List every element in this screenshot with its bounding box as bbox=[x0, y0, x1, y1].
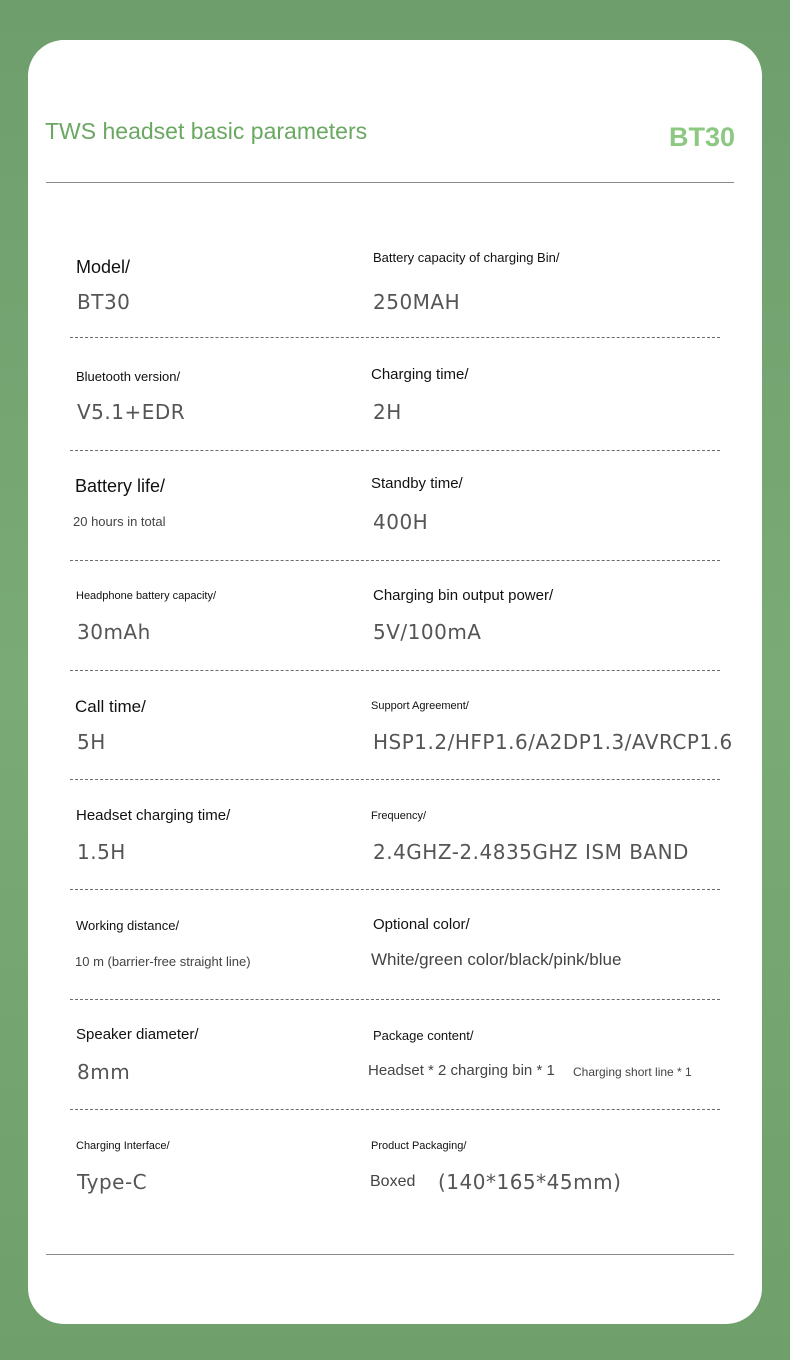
param-value-extra: (140*165*45mm) bbox=[438, 1170, 622, 1194]
bottom-divider bbox=[46, 1254, 734, 1255]
param-optional-color bbox=[373, 916, 470, 934]
param-value: 400H bbox=[373, 510, 429, 534]
param-product-packaging bbox=[371, 1140, 466, 1153]
param-bluetooth-version bbox=[76, 369, 180, 385]
param-label: Package content/ bbox=[373, 1028, 474, 1043]
row-divider bbox=[70, 450, 720, 451]
param-charging-interface bbox=[76, 1140, 170, 1153]
param-model bbox=[76, 257, 130, 279]
top-divider bbox=[46, 182, 734, 183]
param-value: 8mm bbox=[77, 1060, 131, 1084]
param-value-extra: Charging short line * 1 bbox=[573, 1065, 692, 1079]
param-value: 1.5H bbox=[77, 840, 126, 864]
param-label: Optional color/ bbox=[373, 916, 470, 933]
param-label: Battery capacity of charging Bin/ bbox=[373, 250, 560, 265]
param-label: Call time/ bbox=[75, 697, 146, 716]
param-label: Working distance/ bbox=[76, 918, 180, 933]
param-value: 5V/100mA bbox=[373, 620, 482, 644]
param-label: Model/ bbox=[76, 257, 131, 277]
param-label: Headphone battery capacity/ bbox=[76, 590, 217, 602]
param-frequency bbox=[371, 810, 426, 823]
param-package-content bbox=[373, 1028, 473, 1044]
param-label: Headset charging time/ bbox=[76, 807, 231, 824]
param-label: Product Packaging/ bbox=[371, 1140, 467, 1152]
param-value: 20 hours in total bbox=[73, 514, 166, 529]
param-value: HSP1.2/HFP1.6/A2DP1.3/AVRCP1.6 bbox=[373, 730, 733, 754]
row-divider bbox=[70, 337, 720, 338]
param-label: Charging Interface/ bbox=[76, 1140, 170, 1152]
param-charging-time bbox=[371, 366, 469, 384]
model-badge: BT30 bbox=[668, 122, 735, 152]
param-label: Charging time/ bbox=[371, 366, 469, 383]
param-value: 2H bbox=[373, 400, 402, 424]
param-value: Type-C bbox=[77, 1170, 148, 1194]
row-divider bbox=[70, 670, 720, 671]
param-label: Charging bin output power/ bbox=[373, 587, 554, 604]
param-value: V5.1+EDR bbox=[77, 400, 186, 424]
spec-card bbox=[28, 40, 762, 1324]
param-value: White/green color/black/pink/blue bbox=[371, 950, 622, 969]
param-label: Bluetooth version/ bbox=[76, 369, 181, 384]
param-value: 30mAh bbox=[77, 620, 151, 644]
param-headphone-battery bbox=[76, 590, 216, 603]
row-divider bbox=[70, 999, 720, 1000]
param-value: 2.4GHZ-2.4835GHZ ISM BAND bbox=[373, 840, 689, 864]
row-divider bbox=[70, 779, 720, 780]
row-divider bbox=[70, 560, 720, 561]
param-value: 250MAH bbox=[373, 290, 461, 314]
param-value: Headset * 2 charging bin * 1 bbox=[368, 1062, 555, 1079]
page-title: TWS headset basic parameters bbox=[45, 118, 368, 144]
param-support-agreement bbox=[371, 700, 469, 713]
param-label: Battery life/ bbox=[75, 476, 166, 496]
param-bin-output-power bbox=[373, 587, 553, 605]
param-headset-charging-time bbox=[76, 807, 230, 825]
param-value: Boxed bbox=[370, 1173, 416, 1190]
row-divider bbox=[70, 1109, 720, 1110]
param-label: Support Agreement/ bbox=[371, 700, 469, 712]
param-standby-time bbox=[371, 475, 463, 493]
param-label: Speaker diameter/ bbox=[76, 1026, 199, 1043]
row-divider bbox=[70, 889, 720, 890]
param-battery-life bbox=[75, 476, 165, 498]
param-call-time bbox=[75, 697, 146, 717]
param-label: Standby time/ bbox=[371, 475, 463, 492]
param-value: 10 m (barrier-free straight line) bbox=[75, 954, 251, 969]
param-working-distance bbox=[76, 918, 179, 934]
param-speaker-diameter bbox=[76, 1026, 199, 1044]
param-value: BT30 bbox=[77, 290, 131, 314]
param-battery-capacity-bin bbox=[373, 251, 573, 266]
param-label: Frequency/ bbox=[371, 810, 427, 822]
param-value: 5H bbox=[77, 730, 106, 754]
